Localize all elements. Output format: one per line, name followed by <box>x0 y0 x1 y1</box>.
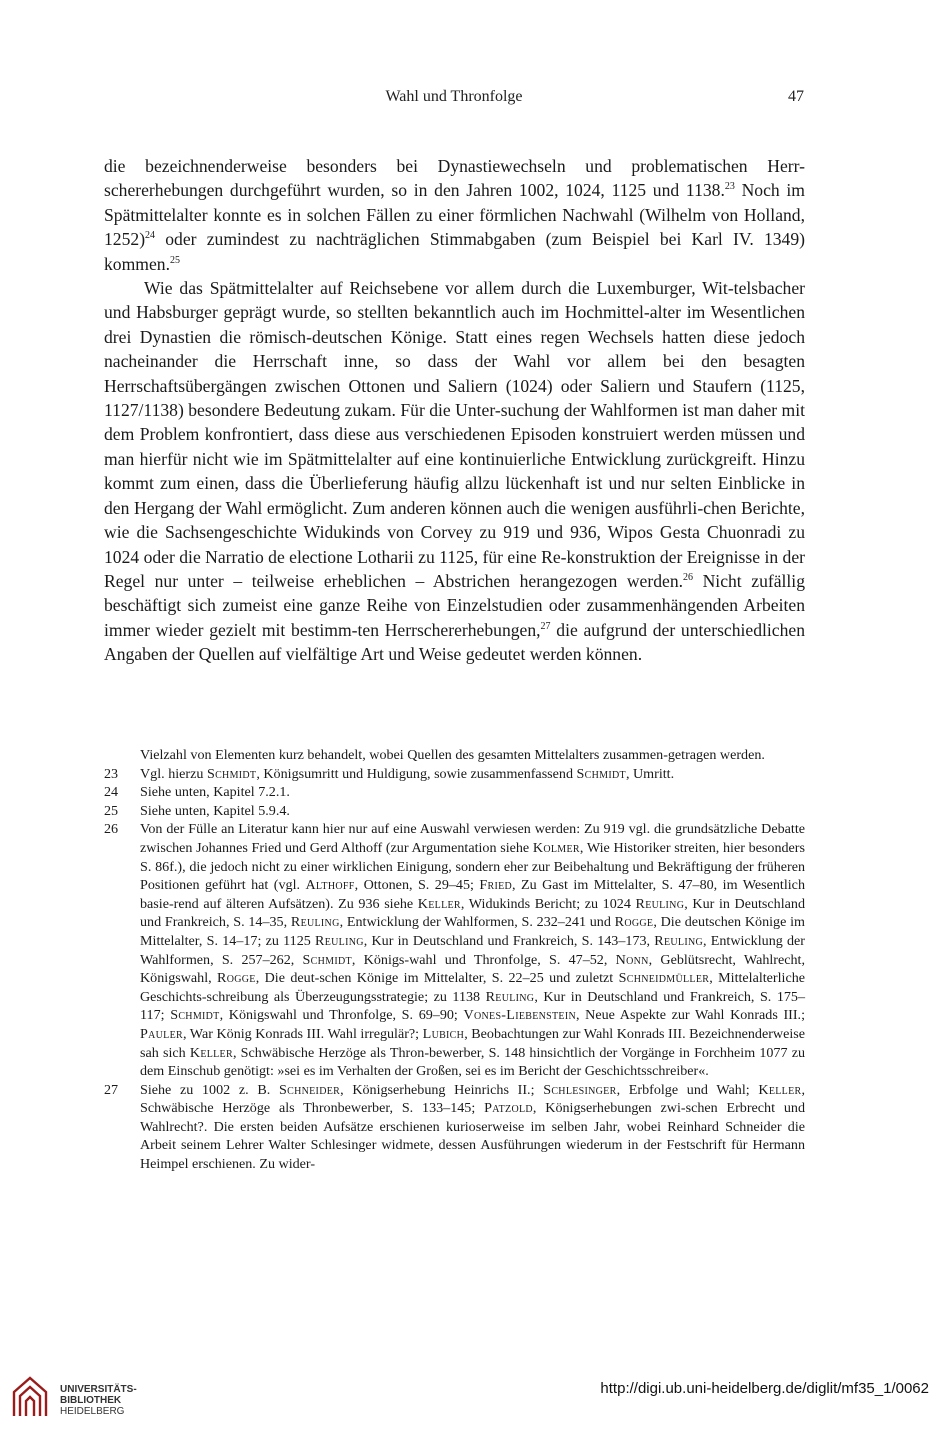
text-run: die aufgrund der unterschiedlichen Angaben der Quellen auf vielfältige Art und Weise gedeutet werden können. <box>104 619 805 665</box>
author-name: Pauler <box>140 1025 183 1042</box>
running-title: Wahl und Thronfolge <box>385 88 523 105</box>
text-run: Nicht zufällig beschäftigt sich zumeist eine ganze Reihe von Einzelstudien oder zusammenhängenden Arbeiten immer wieder gezielt mit bestimm-ten Herrschererhebungen, <box>104 570 805 640</box>
author-name: Rogge <box>217 970 256 987</box>
footnote-26 <box>104 820 805 1080</box>
footnote-continuation <box>104 746 805 765</box>
author-name: Patzold <box>484 1100 533 1117</box>
text-run: Siehe zu 1002 z. B. <box>140 1081 279 1098</box>
footnote-number: 26 <box>104 821 119 838</box>
author-name: Schmidt <box>206 765 257 782</box>
text-run: , Entwicklung der Wahlformen, S. 232–241 und <box>339 914 615 931</box>
text-run: , Widukinds Bericht; zu 1024 <box>460 895 636 912</box>
author-name: Reuling <box>485 988 535 1005</box>
text-run: , Wie Historiker streiten, hier besonders S. 86f.), die jedoch nicht zu einer wirklichen Einigung, sondern eher zur Beibehaltung und Bekräftigung der früheren Positionen geführt hat (vgl. <box>140 839 805 894</box>
running-header <box>104 88 804 110</box>
text-run: Noch im Spätmittelalter konnte es in solchen Fällen zu einer förmlichen Nachwahl (Wilhelm von Holland, 1252) <box>104 180 805 250</box>
text-run: , Kur in Deutschland und Frankreich, S. 175–117; <box>140 988 806 1024</box>
text-run: Vgl. hierzu <box>140 765 207 782</box>
logo-line: UNIVERSITÄTS- <box>60 1384 137 1395</box>
text-run: Von der Fülle an Literatur kann hier nur auf eine Auswahl verwiesen werden: Zu 919 vgl. die grundsätzliche Debatte zwischen Johannes Fried und Gerd Althoff (zur Argumentation siehe <box>140 821 805 856</box>
author-name: Keller <box>189 1044 233 1061</box>
text-run: , Schwäbische Herzöge als Thron-bewerber, S. 148 hinsichtlich der Vorgänge in Forchheim 1077 zu dem Einschub genötigt: »sei es im Verhalten der Großen, sei es im Bericht der Geschichtsschreiber«. <box>140 1044 805 1080</box>
text-run: , Die deutschen Könige im Mittelalter, S. 14–17; zu 1125 <box>140 914 805 949</box>
library-logo[interactable] <box>10 1374 210 1424</box>
footnote-number: 24 <box>104 784 119 801</box>
library-logo-text <box>60 1384 137 1417</box>
author-name: Schmidt <box>576 765 626 782</box>
footnote-ref-25: 25 <box>169 254 180 266</box>
logo-line: BIBLIOTHEK <box>60 1395 122 1406</box>
text-run: , Erbfolge und Wahl; <box>616 1081 759 1098</box>
main-text <box>104 154 805 667</box>
text-run: , Ottonen, S. 29–45; <box>354 877 480 894</box>
text-run: , Königswahl und Thronfolge, S. 69–90; <box>219 1007 464 1024</box>
author-name: Keller <box>417 895 461 912</box>
author-name: Keller <box>758 1081 802 1098</box>
text-run: , Königs-wahl und Thronfolge, S. 47–52, <box>351 951 616 968</box>
author-name: Reuling <box>635 895 685 912</box>
library-logo-icon <box>10 1374 50 1420</box>
footnote-ref-23: 23 <box>724 181 735 193</box>
footnote-27 <box>104 1081 805 1174</box>
source-url[interactable]: http://digi.ub.uni-heidelberg.de/diglit/mf35_1/0062 <box>600 1380 929 1397</box>
text-run: , Kur in Deutschland und Frankreich, S. 14–35, <box>140 895 805 931</box>
author-name: Schmidt <box>170 1007 220 1024</box>
author-name: Reuling <box>654 932 704 949</box>
text-run: , Schwäbische Herzöge als Thronbewerber, S. 133–145; <box>140 1081 805 1117</box>
text-run: , Umritt. <box>625 765 675 782</box>
footnotes <box>104 746 805 1174</box>
text-run: , Geblütsrecht, Wahlrecht, Königswahl, <box>140 951 805 987</box>
footnote-number: 23 <box>104 765 119 782</box>
footnote-ref-24: 24 <box>145 230 156 242</box>
text-run: , Zu Gast im Mittelalter, S. 47–80, im Wesentlich basie-rend auf älteren Aufsätzen). Zu 936 siehe <box>140 877 805 912</box>
paragraph-1 <box>104 154 805 276</box>
author-name: Kolmer <box>532 839 580 856</box>
author-name: Rogge <box>614 914 654 931</box>
footnote-25 <box>104 802 805 821</box>
page-number: 47 <box>788 88 804 105</box>
author-name: Lubich <box>422 1025 465 1042</box>
footnote-number: 27 <box>104 1081 119 1098</box>
author-name: Schneider <box>279 1081 341 1098</box>
text-run: , Königsumritt und Huldigung, sowie zusammenfassend <box>256 765 577 782</box>
text-run: , Neue Aspekte zur Wahl Konrads III.; <box>575 1007 806 1024</box>
text-run: die bezeichnenderweise besonders bei Dynastiewechseln und problematischen Herr-schererhebungen durchgeführt wurden, so in den Jahren 1002, 1024, 1125 und 1138. <box>104 156 805 201</box>
text-run: , Königserhebung Heinrichs II.; <box>340 1081 544 1098</box>
text-run: , Mittelalterliche Geschichts-schreibung als Überzeugungsstrategie; zu 1138 <box>140 970 806 1005</box>
text-run: , Beobachtungen zur Wahl Konrads III. Bezeichnenderweise sah sich <box>140 1025 806 1061</box>
author-name: Schneidmüller <box>618 970 710 987</box>
footnote-23 <box>104 765 805 784</box>
footnote-text: Vielzahl von Elementen kurz behandelt, wobei Quellen des gesamten Mittelalters zusammen-getragen werden. <box>140 747 765 763</box>
author-name: Schmidt <box>302 951 352 968</box>
author-name: Nonn <box>615 951 649 968</box>
author-name: Althoff <box>305 877 355 894</box>
text-run: , Die deut-schen Könige im Mittelalter, S. 22–25 und zuletzt <box>255 970 619 987</box>
author-name: Reuling <box>290 914 340 931</box>
text-run: , Entwicklung der Wahlformen, S. 257–262, <box>140 932 805 968</box>
author-name: Vones-Liebenstein <box>463 1007 576 1024</box>
logo-line: HEIDELBERG <box>60 1406 125 1417</box>
text-run: , War König Konrads III. Wahl irregulär?; <box>182 1025 423 1042</box>
text-run: , Königserhebungen zwi-schen Erbrecht und Wahlrecht?. Die ersten beiden Aufsätze erschienen kurioserweise im selben Jahr, wobei Reinhard Schneider die Arbeit seinem Lehrer Walter Schlesinger widmete, dessen Ausführungen wiederum in der Festschrift für Hermann Heimpel erschienen. Zu wider- <box>140 1100 805 1173</box>
footnote-ref-26: 26 <box>683 572 694 584</box>
author-name: Reuling <box>315 932 364 949</box>
footnote-number: 25 <box>104 802 119 819</box>
footnote-text: Siehe unten, Kapitel 5.9.4. <box>140 802 290 819</box>
footnote-text: Siehe unten, Kapitel 7.2.1. <box>140 784 290 801</box>
text-run: oder zumindest zu nachträglichen Stimmabgaben (zum Beispiel bei Karl IV. 1349) kommen. <box>104 229 805 274</box>
author-name: Fried <box>479 877 513 894</box>
footnote-ref-27: 27 <box>540 620 551 632</box>
text-run: Wie das Spätmittelalter auf Reichsebene vor allem durch die Luxemburger, Wit-telsbacher und Habsburger geprägt wurde, so stellten bekanntlich auch im Hochmittel-alter im Wesentlichen drei Dynastien die römisch-deutschen Könige. Statt eines regen Wechsels hatten diese jedoch nacheinander die Herrschaft inne, so dass der Wahl vor allem bei den besagten Herrschaftsübergängen zwischen Ottonen und Saliern (1024) oder Saliern und Staufern (1125, 1127/1138) besondere Bedeutung zukam. Für die Unter-suchung der Wahlformen ist man daher mit dem Problem konfrontiert, dass diese aus verschiedenen Episoden konstruiert werden müssen und man hierfür nicht wie im Spätmittelalter auf eine kontinuierliche Entwicklung zurückgreift. Hinzu kommt zum einen, dass die Überlieferung häufig allzu lückenhaft ist und nur selten Einblicke in den Hergang der Wahl ermöglicht. Zum anderen können auch die wenigen ausführli-chen Berichte, wie die Sachsengeschichte Widukinds von Corvey zu 919 und 936, Wipos Gesta Chuonradi zu 1024 oder die Narratio de electione Lotharii zu 1125, für eine Re-konstruktion der Ereignisse in der Regel nur unter – teilweise erheblichen – Abstrichen herangezogen werden. <box>104 278 805 591</box>
footnote-24 <box>104 783 805 802</box>
text-run: , Kur in Deutschland und Frankreich, S. 143–173, <box>363 932 655 949</box>
paragraph-2 <box>104 276 805 667</box>
author-name: Schlesinger <box>543 1081 617 1098</box>
